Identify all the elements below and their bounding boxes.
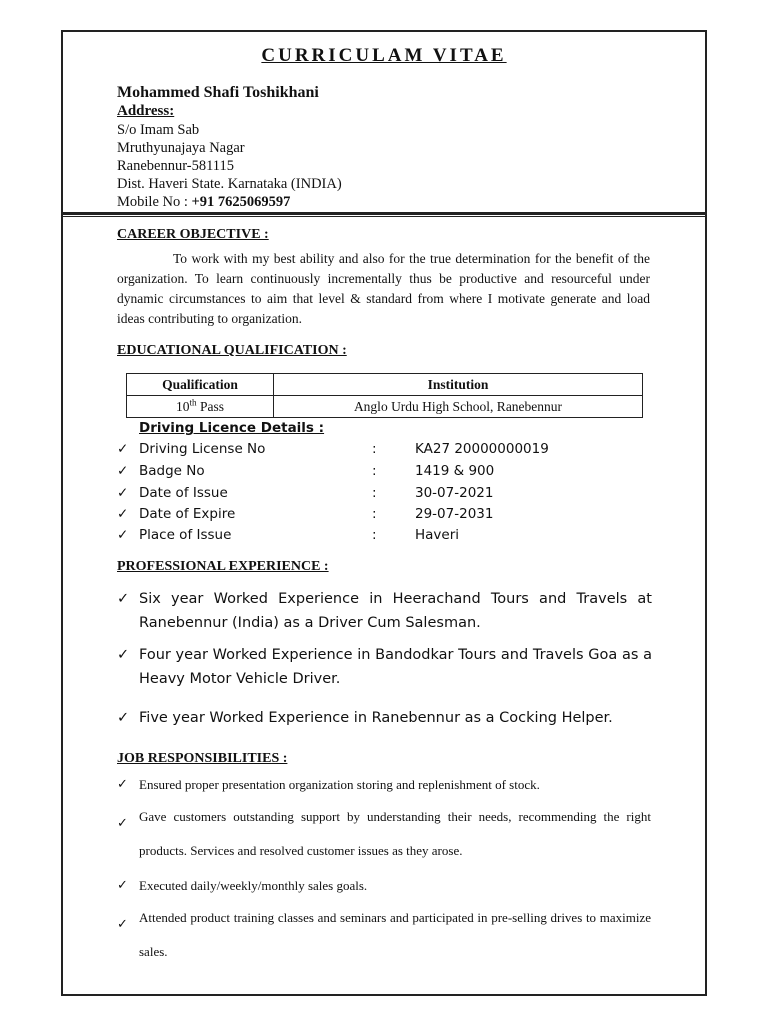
separator-colon: :: [372, 485, 377, 501]
driving-field-label: Date of Expire: [139, 506, 236, 522]
driving-field-label: Place of Issue: [139, 527, 232, 543]
list-item: [117, 901, 651, 969]
list-item: [117, 775, 651, 795]
institution-cell: Anglo Urdu High School, Ranebennur: [274, 396, 643, 418]
driving-field-value: KA27 20000000019: [415, 441, 549, 457]
check-icon: ✓: [117, 878, 128, 893]
header-separator: [61, 212, 707, 217]
qualification-suffix: th: [189, 397, 197, 407]
separator-colon: :: [372, 527, 377, 543]
candidate-name: Mohammed Shafi Toshikhani: [117, 84, 319, 101]
column-header-qualification: Qualification: [127, 374, 274, 396]
driving-field-label: Driving License No: [139, 441, 266, 457]
driving-field-label: Date of Issue: [139, 485, 228, 501]
document-title: CURRICULAM VITAE: [261, 45, 507, 66]
list-item: [117, 587, 652, 635]
list-item: [117, 506, 677, 526]
qualification-cell: [127, 396, 274, 418]
qualification-text: Pass: [196, 398, 224, 414]
list-item: [117, 527, 677, 547]
list-item: [117, 643, 652, 691]
column-header-institution: Institution: [274, 374, 643, 396]
driving-field-value: Haveri: [415, 527, 460, 543]
check-icon: ✓: [117, 485, 129, 501]
list-item: [117, 463, 677, 483]
list-item: [117, 485, 677, 505]
responsibility-text: Ensured proper presentation organization storing and replenishment of stock.: [139, 777, 540, 792]
check-icon: ✓: [117, 777, 128, 792]
responsibility-text: Gave customers outstanding support by understanding their needs, recommending the right products. Services and resolved customer issues as they arose.: [139, 809, 651, 858]
table-header-row: [127, 374, 643, 396]
professional-experience-heading: PROFESSIONAL EXPERIENCE :: [117, 559, 329, 574]
experience-text: Four year Worked Experience in Bandodkar Tours and Travels Goa as a Heavy Motor Vehicle Driver.: [139, 647, 652, 687]
separator-colon: :: [372, 441, 377, 457]
list-item: [117, 706, 652, 730]
separator-colon: :: [372, 506, 377, 522]
address-label: Address:: [117, 103, 175, 119]
driving-field-value: 29-07-2031: [415, 506, 494, 522]
list-item: [117, 876, 651, 896]
mobile-line: [117, 193, 290, 211]
table-row: [127, 396, 643, 418]
address-line-4: Dist. Haveri State. Karnataka (INDIA): [117, 176, 342, 192]
separator-colon: :: [372, 463, 377, 479]
address-line-2: Mruthyunajaya Nagar: [117, 140, 245, 156]
responsibility-text: Executed daily/weekly/monthly sales goals.: [139, 878, 368, 893]
driving-field-label: Badge No: [139, 463, 205, 479]
check-icon: ✓: [117, 527, 129, 543]
check-icon: ✓: [117, 710, 130, 726]
check-icon: ✓: [117, 441, 129, 457]
responsibility-text: Attended product training classes and seminars and participated in pre-selling drives to maximize sales.: [139, 910, 651, 959]
list-item: [117, 441, 677, 461]
check-icon: ✓: [117, 816, 128, 831]
experience-text: Five year Worked Experience in Ranebennur as a Cocking Helper.: [139, 710, 613, 726]
check-icon: ✓: [117, 506, 129, 522]
driving-field-value: 30-07-2021: [415, 485, 494, 501]
education-heading: EDUCATIONAL QUALIFICATION :: [117, 343, 347, 358]
mobile-number: +91 7625069597: [191, 194, 291, 210]
address-line-1: S/o Imam Sab: [117, 122, 200, 138]
mobile-label: Mobile No :: [117, 194, 192, 210]
education-table: [126, 373, 643, 418]
check-icon: ✓: [117, 647, 130, 663]
qualification-number: 10: [176, 398, 190, 414]
career-objective-heading: CAREER OBJECTIVE :: [117, 227, 269, 242]
list-item: [117, 800, 651, 868]
check-icon: ✓: [117, 917, 128, 932]
experience-text: Six year Worked Experience in Heerachand Tours and Travels at Ranebennur (India) as a Driver Cum Salesman.: [139, 591, 652, 631]
address-line-3: Ranebennur-581115: [117, 158, 235, 174]
job-responsibilities-heading: JOB RESPONSIBILITIES :: [117, 751, 288, 766]
career-objective-text: To work with my best ability and also for the true determination for the benefit of the organization. To learn continuously incrementally thus be productive and resourceful under dynamic circumstances to aim that level & standard from where I motivate generate and load ideas contributing to organization.: [117, 251, 650, 326]
driving-licence-heading: Driving Licence Details :: [139, 420, 325, 436]
driving-field-value: 1419 & 900: [415, 463, 495, 479]
check-icon: ✓: [117, 591, 130, 607]
check-icon: ✓: [117, 463, 129, 479]
